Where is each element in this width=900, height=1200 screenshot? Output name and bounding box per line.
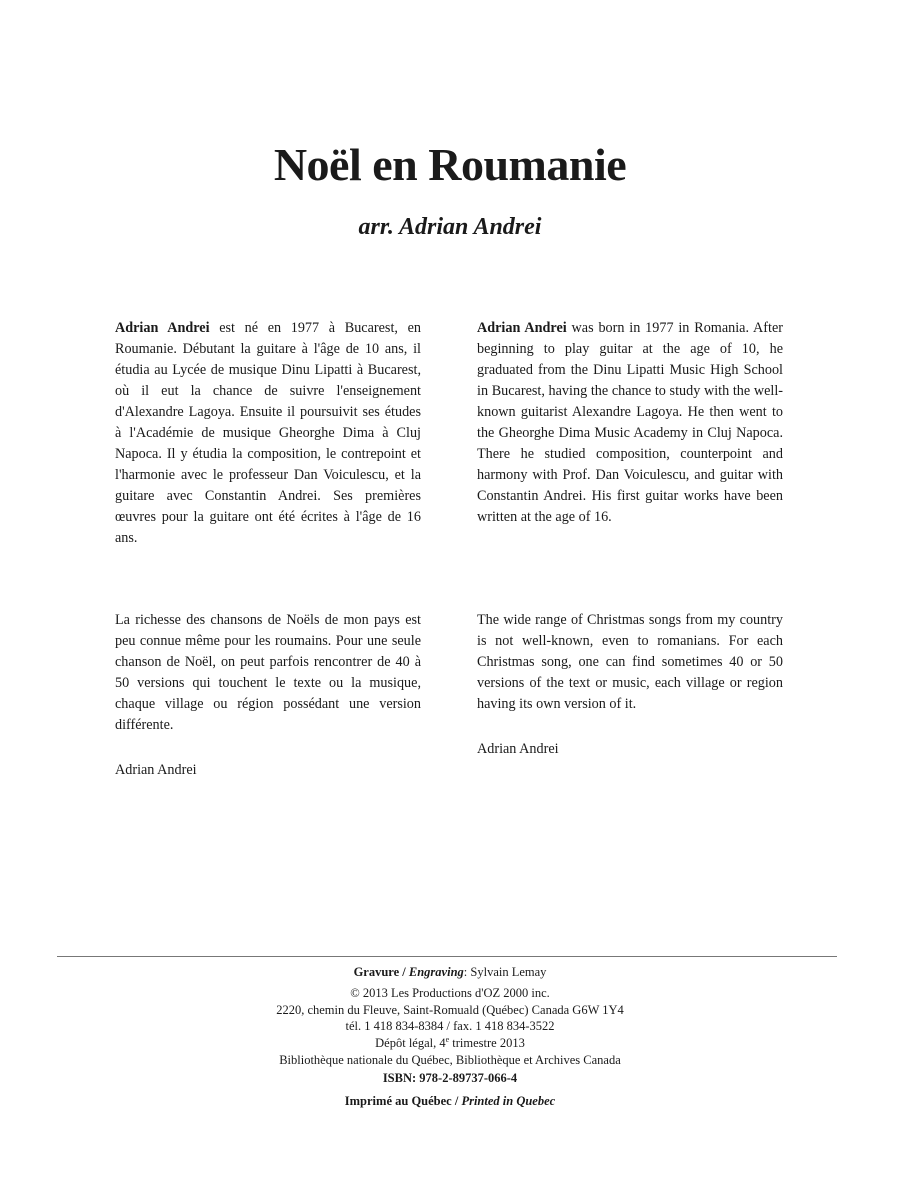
libraries-line: Bibliothèque nationale du Québec, Bibliothèque et Archives Canada [279,1052,621,1067]
printed-en: Printed in Quebec [461,1094,556,1108]
colophon-legal [0,1035,900,1068]
address-line: 2220, chemin du Fleuve, Saint-Romuald (Québec) Canada G6W 1Y4 [276,1002,624,1017]
phone-line: tél. 1 418 834-8384 / fax. 1 418 834-3522 [345,1019,555,1033]
printed-fr: Imprimé au Québec / [344,1094,462,1108]
copyright-line: © 2013 Les Productions d'OZ 2000 inc. [350,986,550,1000]
english-intro-text: The wide range of Christmas songs from my country is not well-known, even to romanians. For each Christmas song, one can find sometimes 40 or 50 versions of the text or music, each village or region having its own version of it. [477,612,783,712]
engraving-label-fr: Gravure / [353,965,409,979]
isbn-line: ISBN: 978-2-89737-066-4 [382,1071,518,1085]
french-biography [115,318,421,549]
french-bio-name: Adrian Andrei [115,320,210,336]
colophon-engraving [0,964,900,981]
english-biography-paragraph [477,318,783,528]
legal-deposit-sup: e [445,1034,450,1044]
english-intro [477,610,783,715]
english-bio-text: was born in 1977 in Romania. After beginning to play guitar at the age of 10, he graduated from the Dinu Lipatti Music High School in Bucarest, having the chance to study with the well-known guitarist Alexandre Lagoya. He then went to the Gheorghe Dima Music Academy in Cluj Napoca. There he studied composition, counterpoint and harmony with Prof. Dan Voiculescu, and guitar with Constantin Andrei. His first guitar works have been written at the age of 16. [477,320,783,525]
colophon-printed [0,1093,900,1110]
french-signature: Adrian Andrei [115,762,197,778]
engraving-sep: : [463,965,471,979]
french-biography-paragraph [115,318,421,549]
arranger-credit: arr. Adrian Andrei [358,214,542,240]
engraver-name: Sylvain Lemay [470,965,547,979]
legal-deposit-line [0,1035,900,1052]
french-intro-text: La richesse des chansons de Noëls de mon pays est peu connue même pour les roumains. Pour une seule chanson de Noël, on peut parfois rencontrer de 40 à 50 versions qui touchent le texte ou la musique, chaque village ou région possédant une version différente. [115,612,421,733]
divider-rule [57,956,837,957]
english-bio-name: Adrian Andrei [477,320,567,336]
engraving-label-en: Engraving [408,965,464,979]
french-intro [115,610,421,736]
page-title: Noël en Roumanie [273,139,627,190]
legal-deposit-post: trimestre 2013 [449,1036,525,1050]
english-biography [477,318,783,528]
colophon-publisher [0,985,900,1035]
legal-deposit-pre: Dépôt légal, 4 [375,1036,446,1050]
english-signature: Adrian Andrei [477,741,559,757]
french-bio-text: est né en 1977 à Bucarest, en Roumanie. Débutant la guitare à l'âge de 10 ans, il étudia au Lycée de musique Dinu Lipatti à Bucarest, où il eut la chance de suivre l'enseignement d'Alexandre Lagoya. Ensuite il poursuivit ses études à l'Académie de musique Gheorghe Dima à Cluj Napoca. Il y étudia la composition, le contrepoint et l'harmonie avec le professeur Dan Voiculescu, et la guitare avec Constantin Andrei. Ses premières œuvres pour la guitare ont été écrites à l'âge de 16 ans. [115,320,421,546]
